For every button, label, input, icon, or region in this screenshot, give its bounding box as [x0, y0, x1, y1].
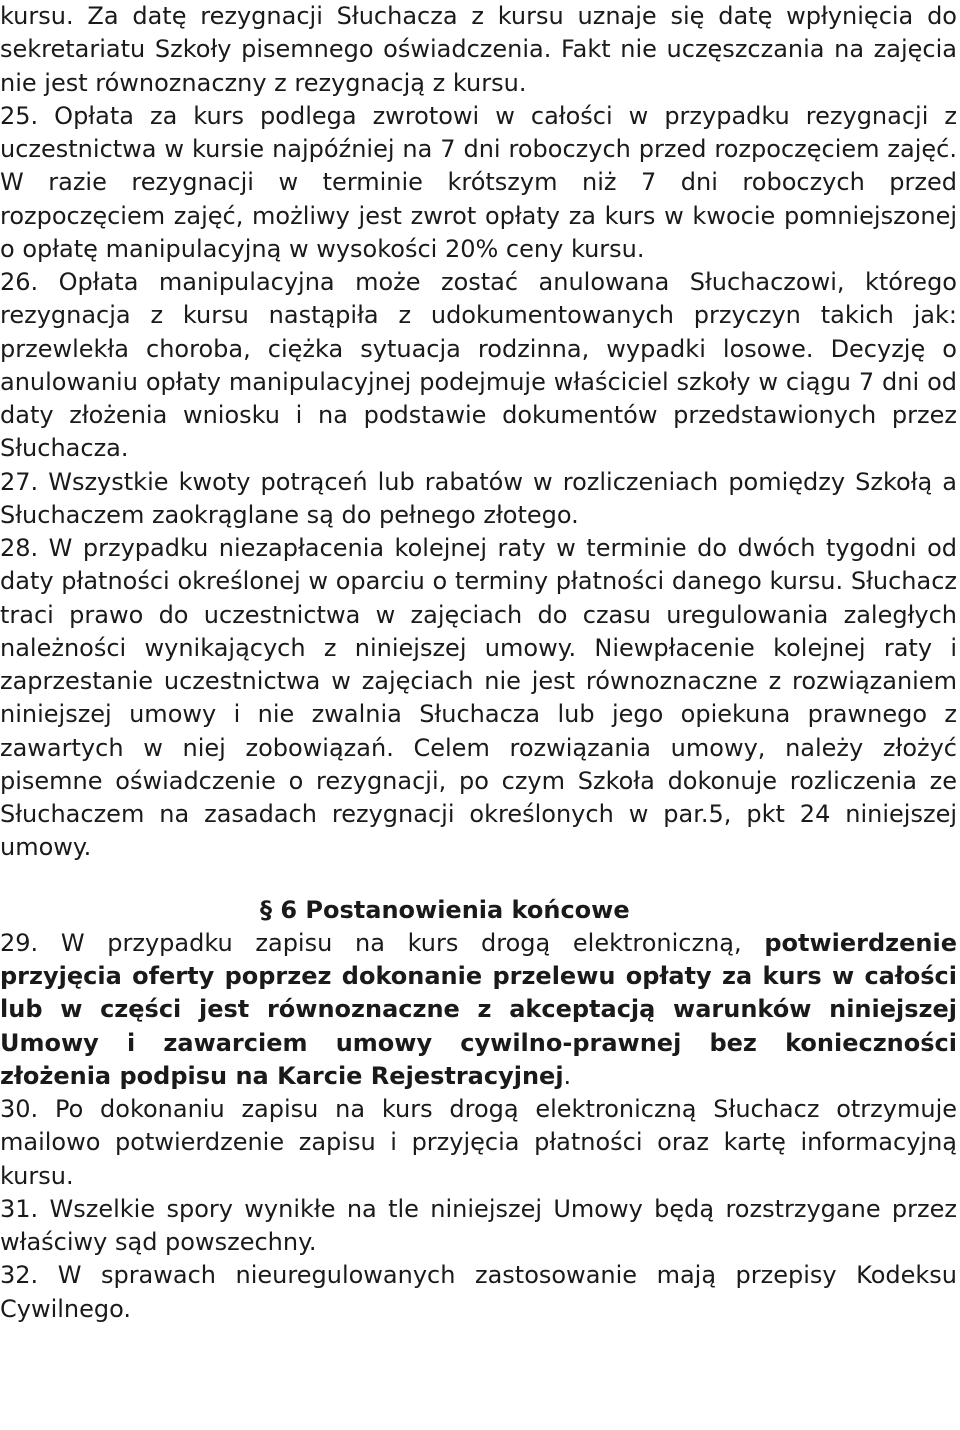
paragraph-29-lead: 29. W przypadku zapisu na kurs drogą elektroniczną, [0, 928, 765, 957]
paragraph-24-continuation: kursu. Za datę rezygnacji Słuchacza z kursu uznaje się datę wpłynięcia do sekretariatu Szkoły pisemnego oświadczenia. Fakt nie uczęszczania na zajęcia nie jest równoznaczny z rezygnacją z kursu. [0, 2, 957, 97]
paragraph-25: 25. Opłata za kurs podlega zwrotowi w całości w przypadku rezygnacji z uczestnictwa w kursie najpóźniej na 7 dni roboczych przed rozpoczęciem zajęć. W razie rezygnacji w terminie krótszym niż 7 dni roboczych przed rozpoczęciem zajęć, możliwy jest zwrot opłaty za kurs w kwocie pomniejszonej o opłatę manipulacyjną w wysokości 20% ceny kursu. [0, 101, 957, 263]
paragraph-26: 26. Opłata manipulacyjna może zostać anulowana Słuchaczowi, którego rezygnacja z kursu nastąpiła z udokumentowanych przyczyn takich jak: przewlekła choroba, ciężka sytuacja rodzinna, wypadki losowe. Decyzję o anulowaniu opłaty manipulacyjnej podejmuje właściciel szkoły w ciągu 7 dni od daty złożenia wniosku i na podstawie dokumentów przedstawionych przez Słuchacza. [0, 268, 957, 463]
paragraph-28: 28. W przypadku niezapłacenia kolejnej raty w terminie do dwóch tygodni od daty płatności określonej w oparciu o terminy płatności danego kursu. Słuchacz traci prawo do uczestnictwa w zajęciach do czasu uregulowania zaległych należności wynikających z niniejszej umowy. Niewpłacenie kolejnej raty i zaprzestanie uczestnictwa w zajęciach nie jest równoznaczne z rozwiązaniem niniejszej umowy i nie zwalnia Słuchacza lub jego opiekuna prawnego z zawartych w niej zobowiązań. Celem rozwiązania umowy, należy złożyć pisemne oświadczenie o rezygnacji, po czym Szkoła dokonuje rozliczenia ze Słuchaczem na zasadach rezygnacji określonych w par.5, pkt 24 niniejszej umowy. [0, 534, 957, 862]
paragraph-30: 30. Po dokonaniu zapisu na kurs drogą elektroniczną Słuchacz otrzymuje mailowo potwierdzenie zapisu i przyjęcia płatności oraz kartę informacyjną kursu. [0, 1095, 957, 1190]
paragraph-29-tail: . [563, 1061, 572, 1090]
paragraph-31: 31. Wszelkie spory wynikłe na tle niniejszej Umowy będą rozstrzygane przez właściwy sąd powszechny. [0, 1194, 957, 1256]
paragraph-29 [0, 927, 957, 1093]
section-symbol: § [260, 895, 272, 924]
paragraph-27: 27. Wszystkie kwoty potrąceń lub rabatów w rozliczeniach pomiędzy Szkołą a Słuchaczem zaokrąglane są do pełnego złotego. [0, 467, 957, 529]
section-title: 6 Postanowienia końcowe [280, 895, 630, 924]
section-heading [0, 894, 957, 927]
paragraph-32: 32. W sprawach nieuregulowanych zastosowanie mają przepisy Kodeksu Cywilnego. [0, 1261, 957, 1323]
paragraph-29-bold: potwierdzenie przyjęcia oferty poprzez dokonanie przelewu opłaty za kurs w całości lub w części jest równoznaczne z akceptacją warunków niniejszej Umowy i zawarciem umowy cywilno-prawnej bez konieczności złożenia podpisu na Karcie Rejestracyjnej [0, 928, 957, 1090]
